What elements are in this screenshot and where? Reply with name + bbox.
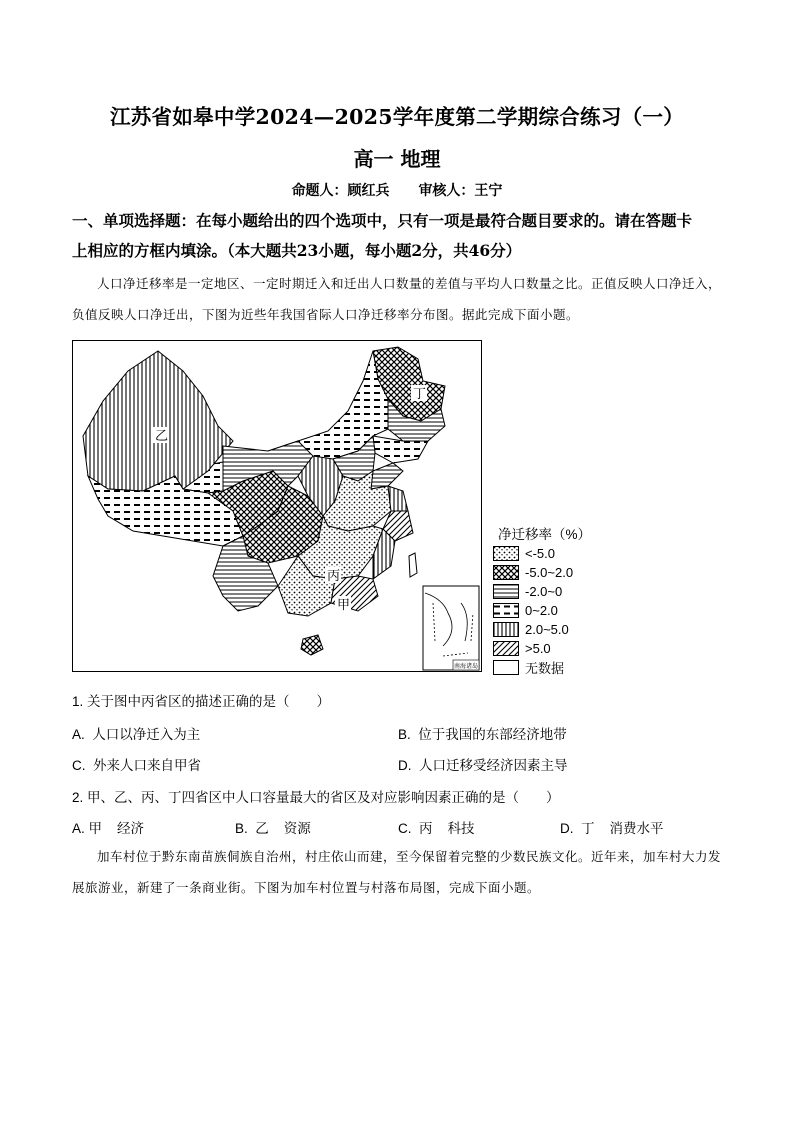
- legend-label: <-5.0: [525, 545, 555, 561]
- legend-title: 净迁移率（%）: [498, 527, 592, 542]
- legend-item: [493, 602, 558, 618]
- q2-option-d[interactable]: D. 丁 消费水平: [560, 821, 664, 836]
- q1-option-a[interactable]: A. 人口以净迁入为主: [72, 727, 201, 742]
- q2-option-c[interactable]: C. 丙 科技: [398, 821, 475, 836]
- region-shandong: [371, 463, 403, 489]
- legend-label: >5.0: [525, 640, 551, 656]
- legend-item: [493, 659, 564, 675]
- inset-frame: [423, 586, 479, 670]
- q2-option-b[interactable]: B. 乙 资源: [235, 821, 311, 836]
- legend-item: [493, 621, 569, 637]
- legend-item: [493, 583, 562, 599]
- reviewer: 审核人：王宁: [418, 183, 503, 199]
- q2-stem: 2. 甲、乙、丙、丁四省区中人口容量最大的省区及对应影响因素正确的是（ ）: [72, 790, 560, 805]
- author-line: [0, 180, 794, 200]
- q1-option-b[interactable]: B. 位于我国的东部经济地带: [398, 727, 567, 742]
- q1-option-d[interactable]: D. 人口迁移受经济因素主导: [398, 758, 568, 773]
- page-title: 江苏省如皋中学2024—2025学年度第二学期综合练习（一）: [109, 105, 685, 129]
- region-taiwan: [409, 553, 417, 577]
- legend-item: [493, 640, 551, 656]
- q1-option-c[interactable]: C. 外来人口来自甲省: [72, 758, 202, 773]
- map-svg: [73, 341, 481, 671]
- legend-label: 无数据: [525, 660, 565, 676]
- legend-label: -5.0~2.0: [525, 564, 574, 580]
- section-heading: [72, 206, 732, 266]
- label-yi: 乙: [155, 429, 169, 444]
- label-jia: 甲: [337, 598, 351, 613]
- legend-item: [493, 545, 555, 561]
- section-heading-line1: 一、单项选择题：在每小题给出的四个选项中，只有一项是最符合题目要求的。请在答题卡: [72, 211, 693, 230]
- proposer: 命题人：顾红兵: [291, 183, 390, 199]
- section-heading-line2: 上相应的方框内填涂。（本大题共23小题，每小题2分，共46分）: [72, 241, 522, 260]
- label-bing: 丙: [327, 569, 341, 584]
- passage-2: 加车村位于黔东南苗族侗族自治州，村庄依山而建，至今保留着完整的少数民族文化。近年来，加车村大力发展旅游业，新建了一条商业街。下图为加车村位置与村落布局图，完成下面小题。: [72, 849, 722, 895]
- region-jiangsu: [388, 486, 408, 511]
- label-ding: 丁: [413, 387, 427, 402]
- inset-caption: 南海诸岛: [453, 663, 479, 670]
- passage-1: 人口净迁移率是一定地区、一定时期迁入和迁出人口数量的差值与平均人口数量之比。正值反映人口净迁入，负值反映人口净迁出，下图为近些年我国省际人口净迁移率分布图。据此完成下面小题。: [72, 276, 722, 322]
- q1-stem: 1. 关于图中丙省区的描述正确的是（ ）: [72, 694, 331, 709]
- q2-option-a[interactable]: A. 甲 经济: [72, 821, 145, 836]
- china-migration-map: [72, 340, 482, 672]
- legend-label: -2.0~0: [525, 583, 563, 599]
- region-hainan: [301, 635, 323, 655]
- legend-label: 0~2.0: [525, 602, 558, 618]
- legend-item: [493, 564, 573, 580]
- legend-label: 2.0~5.0: [525, 621, 569, 637]
- page-subtitle: 高一 地理: [353, 147, 441, 171]
